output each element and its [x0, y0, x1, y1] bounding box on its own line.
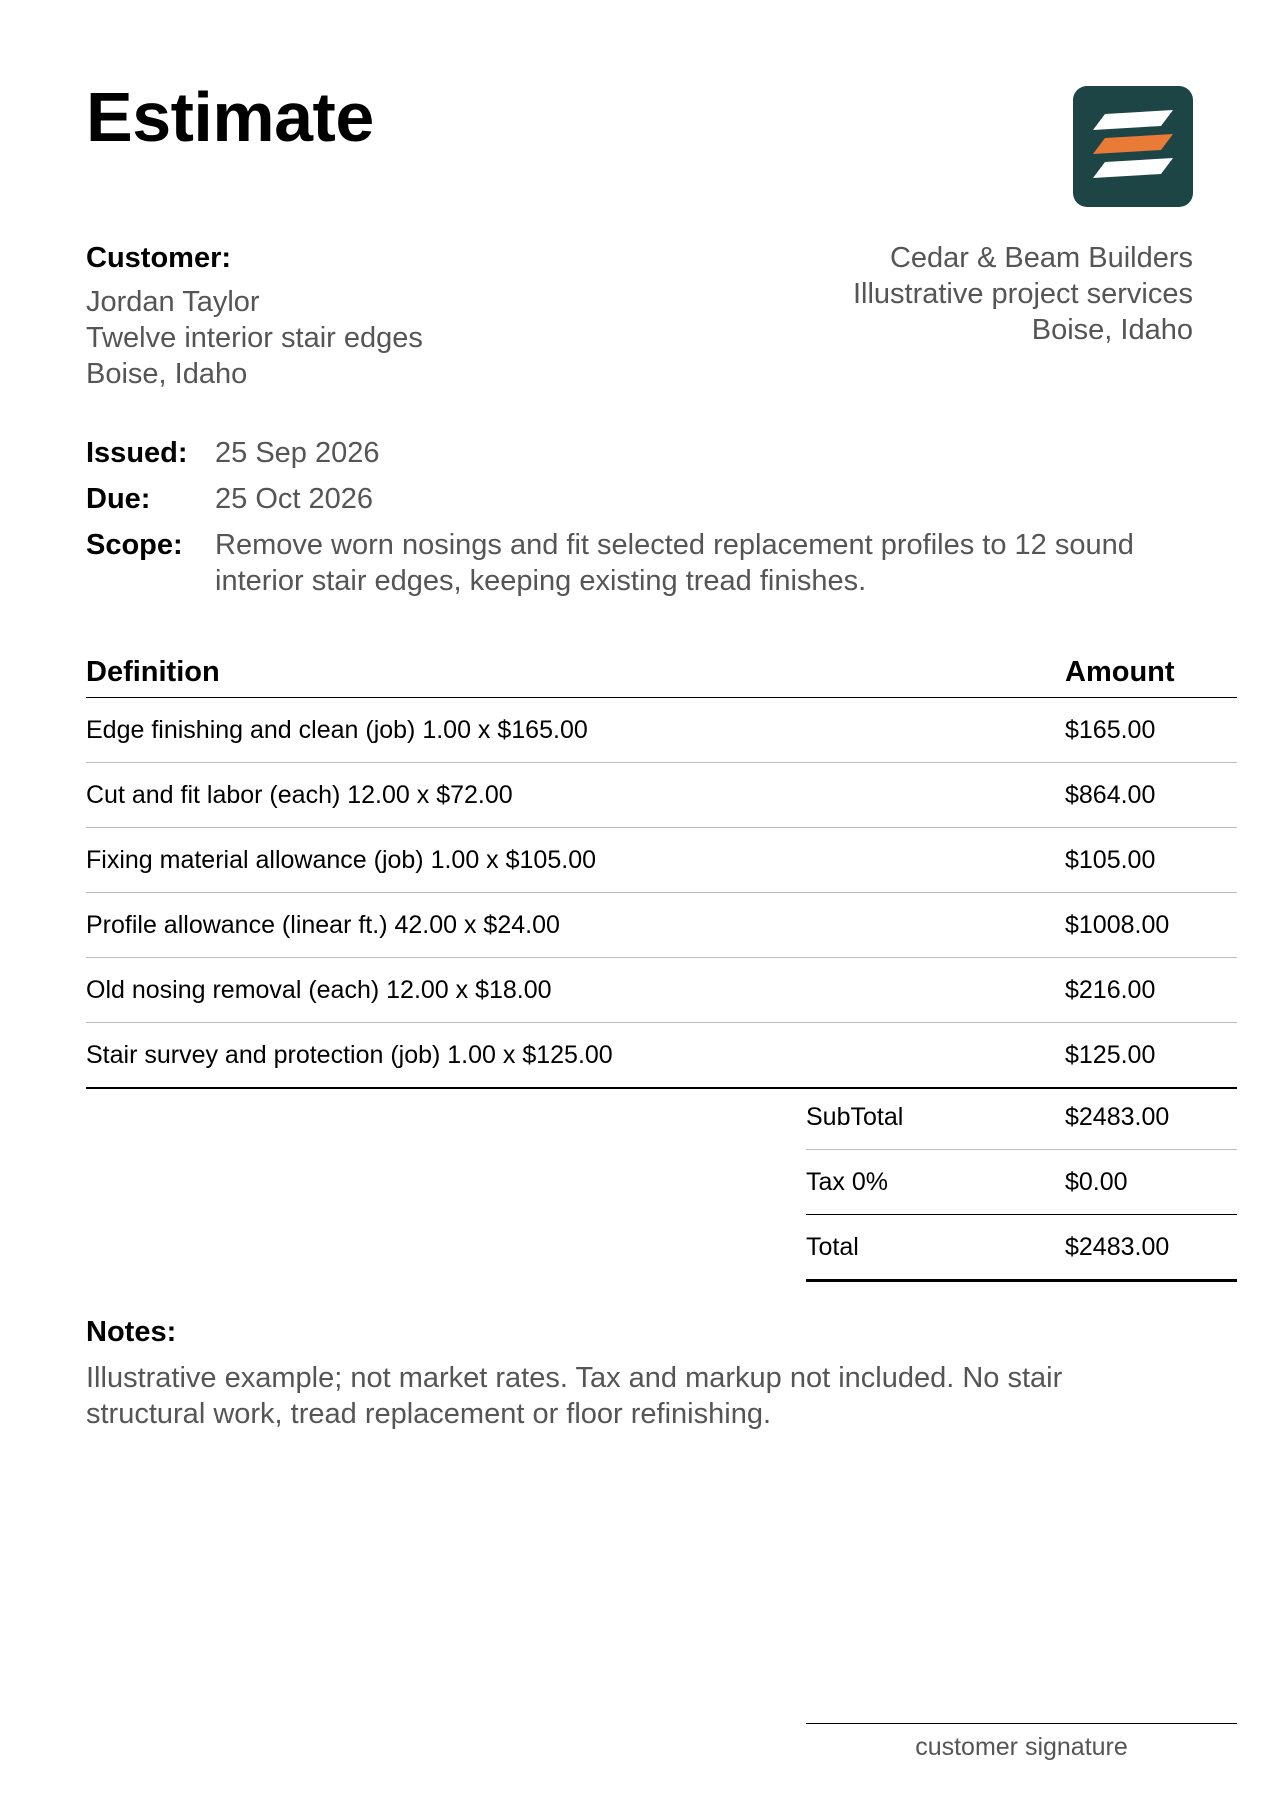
signature-line: [806, 1723, 1237, 1724]
line-item-amount: $864.00: [1065, 763, 1237, 828]
document-title: Estimate: [86, 78, 374, 156]
customer-details: [86, 284, 423, 392]
table-row: [86, 1023, 1237, 1089]
line-item-definition: Cut and fit labor (each) 12.00 x $72.00: [86, 763, 1065, 828]
scope-row: [86, 527, 1216, 599]
subtotal-label: SubTotal: [806, 1085, 1065, 1150]
scope-text: Remove worn nosings and fit selected replacement profiles to 12 sound interior stair edges, keeping existing tread finishes.: [215, 529, 1134, 597]
total-row: [806, 1215, 1237, 1281]
estimate-meta: [86, 435, 1216, 609]
totals-table: [806, 1085, 1237, 1282]
company-tagline: Illustrative project services: [852, 278, 1193, 310]
amount-column-header: Amount: [1065, 652, 1237, 698]
line-item-amount: $165.00: [1065, 698, 1237, 763]
line-item-amount: $216.00: [1065, 958, 1237, 1023]
table-row: [86, 828, 1237, 893]
scope-label: Scope:: [86, 529, 183, 561]
line-item-definition: Fixing material allowance (job) 1.00 x $105.00: [86, 828, 1065, 893]
company-details: [853, 240, 1193, 348]
line-item-definition: Stair survey and protection (job) 1.00 x $125.00: [86, 1023, 1065, 1089]
table-header-row: [86, 652, 1237, 698]
due-date: 25 Oct 2026: [215, 483, 373, 515]
tax-row: [806, 1150, 1237, 1215]
line-item-amount: $125.00: [1065, 1023, 1237, 1089]
issued-row: [86, 435, 1216, 471]
line-item-definition: Edge finishing and clean (job) 1.00 x $165.00: [86, 698, 1065, 763]
customer-project: Twelve interior stair edges: [86, 322, 423, 354]
due-label: Due:: [86, 483, 151, 515]
customer-name: Jordan Taylor: [86, 286, 260, 318]
line-item-definition: Old nosing removal (each) 12.00 x $18.00: [86, 958, 1065, 1023]
line-items-table: [86, 652, 1237, 1089]
table-row: [86, 958, 1237, 1023]
table-row: [86, 698, 1237, 763]
notes-text: Illustrative example; not market rates. Tax and markup not included. No stair structural work, tread replacement or floor refinishing.: [86, 1362, 1063, 1430]
line-item-amount: $1008.00: [1065, 893, 1237, 958]
signature-label: customer signature: [915, 1733, 1128, 1761]
line-item-definition: Profile allowance (linear ft.) 42.00 x $24.00: [86, 893, 1065, 958]
customer-location: Boise, Idaho: [86, 358, 248, 390]
issued-label: Issued:: [86, 437, 188, 469]
company-logo: [1073, 86, 1193, 207]
total-value: $2483.00: [1065, 1215, 1237, 1281]
notes-heading: Notes:: [86, 1316, 177, 1348]
tax-label: Tax 0%: [806, 1150, 1065, 1215]
table-row: [86, 763, 1237, 828]
definition-column-header: Definition: [86, 652, 1065, 698]
subtotal-value: $2483.00: [1065, 1085, 1237, 1150]
company-location: Boise, Idaho: [1031, 314, 1193, 346]
tax-value: $0.00: [1065, 1150, 1237, 1215]
customer-heading: Customer:: [86, 242, 232, 274]
line-item-amount: $105.00: [1065, 828, 1237, 893]
due-row: [86, 481, 1216, 517]
issued-date: 25 Sep 2026: [215, 437, 380, 469]
company-name: Cedar & Beam Builders: [889, 242, 1193, 274]
subtotal-row: [806, 1085, 1237, 1150]
total-label: Total: [806, 1215, 1065, 1281]
table-row: [86, 893, 1237, 958]
